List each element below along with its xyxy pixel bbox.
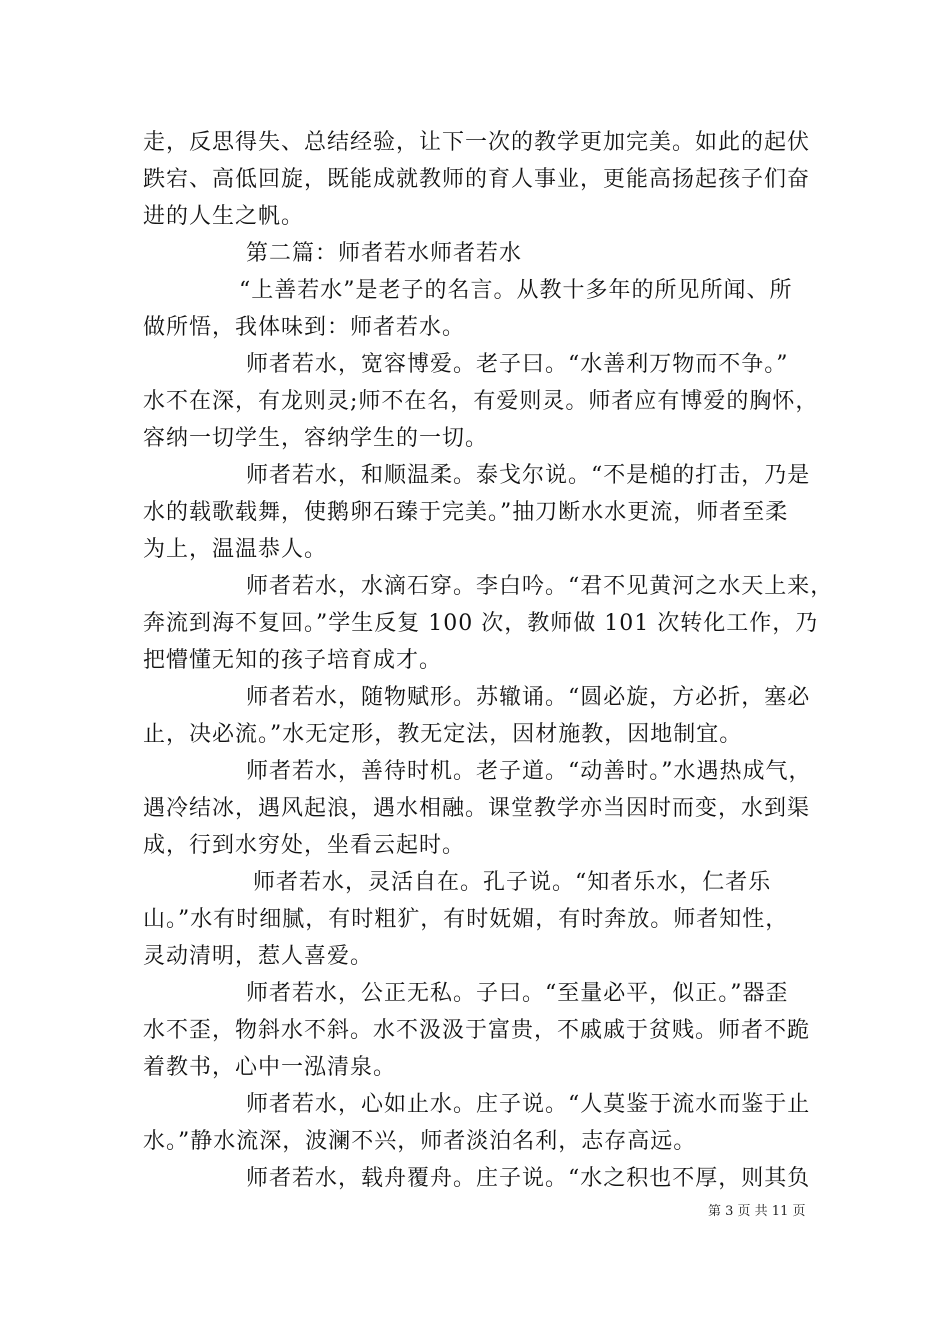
text-line: 做所悟，我体味到：师者若水。 (143, 315, 466, 340)
section-heading: 第二篇：师者若水师者若水 (246, 241, 523, 266)
text-line: 水不歪，物斜水不斜。水不汲汲于富贵，不戚戚于贫贱。师者不跪 (143, 1018, 811, 1043)
text-line: 走，反思得失、总结经验，让下一次的教学更加完美。如此的起伏 (143, 130, 811, 155)
text-line: 山。”水有时细腻，有时粗犷，有时妩媚，有时奔放。师者知性， (143, 907, 789, 932)
text-line: 师者若水，公正无私。子曰。“至量必平，似正。”器歪 (246, 981, 789, 1006)
text-line: 师者若水，宽容博爱。老子曰。“水善利万物而不争。” (246, 352, 789, 377)
text-line: 师者若水，水滴石穿。李白吟。“君不见黄河之水天上来， (246, 574, 834, 599)
document-body (143, 124, 834, 1197)
text-line: 师者若水，载舟覆舟。庄子说。“水之积也不厚，则其负 (246, 1166, 811, 1191)
text-line: 师者若水，灵活自在。孔子说。“知者乐水，仁者乐 (253, 870, 772, 895)
text-line: 成，行到水穷处，坐看云起时。 (143, 833, 466, 858)
text-line: 为上，温温恭人。 (143, 537, 328, 562)
text-line: 师者若水，善待时机。老子道。“动善时。”水遇热成气， (246, 759, 812, 784)
text-line: “上善若水”是老子的名言。从教十多年的所见所闻、所 (239, 278, 793, 303)
text-line: 跌宕、高低回旋，既能成就教师的育人事业，更能高扬起孩子们奋 (143, 167, 811, 192)
text-line: 止，决必流。”水无定形，教无定法，因材施教，因地制宜。 (143, 722, 743, 747)
text-line: 容纳一切学生，容纳学生的一切。 (143, 426, 489, 451)
text-line: 把懵懂无知的孩子培育成才。 (143, 648, 443, 673)
text-line: 水。”静水流深，波澜不兴，师者淡泊名利，志存高远。 (143, 1129, 697, 1154)
text-line: 着教书，心中一泓清泉。 (143, 1055, 397, 1080)
text-line: 灵动清明，惹人喜爱。 (143, 944, 374, 969)
text-line: 水的载歌载舞，使鹅卵石臻于完美。”抽刀断水水更流，师者至柔 (143, 500, 789, 525)
text-line: 水不在深，有龙则灵;师不在名，有爱则灵。师者应有博爱的胸怀， (143, 389, 819, 414)
page-number: 第 3 页 共 11 页 (708, 1204, 806, 1219)
text-line: 师者若水，随物赋形。苏辙诵。“圆必旋，方必折，塞必 (246, 685, 811, 710)
text-line: 师者若水，心如止水。庄子说。“人莫鉴于流水而鉴于止 (246, 1092, 811, 1117)
text-line: 遇冷结冰，遇风起浪，遇水相融。课堂教学亦当因时而变，水到渠 (143, 796, 811, 821)
text-line: 奔流到海不复回。”学生反复 100 次，教师做 101 次转化工作，乃 (143, 611, 819, 636)
text-line: 师者若水，和顺温柔。泰戈尔说。“不是槌的打击，乃是 (246, 463, 811, 488)
text-line: 进的人生之帆。 (143, 204, 305, 229)
